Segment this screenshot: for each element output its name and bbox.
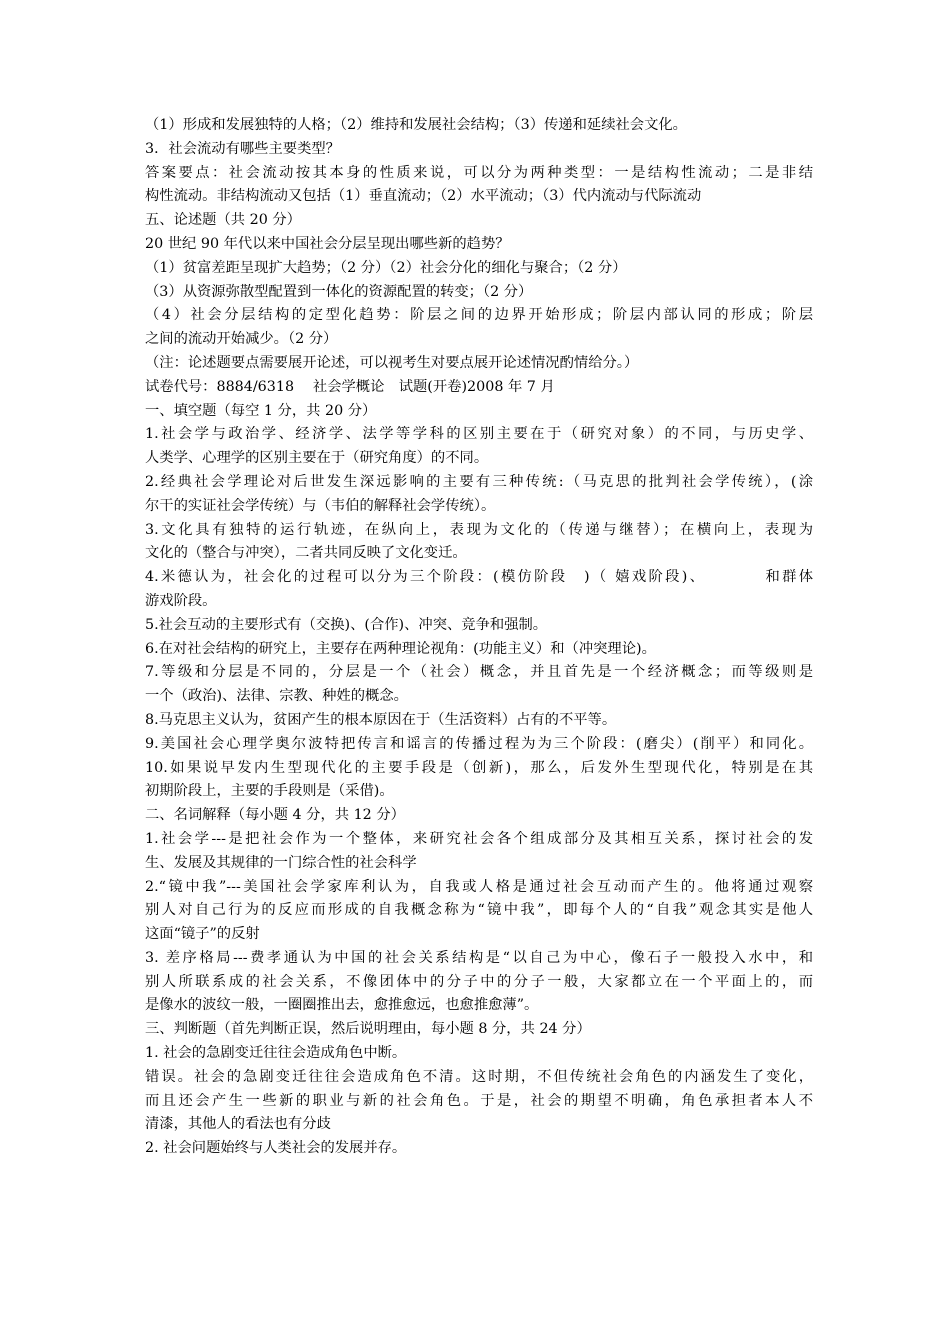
text-line: 2.“镜中我”---美国社会学家库利认为，自我或人格是通过社会互动而产生的。他将通过观察 [145,878,813,895]
text-line: 文化的（整合与冲突），二者共同反映了文化变迁。 [145,545,467,562]
text-line: 是像水的波纹一般，一圈圈推出去，愈推愈远，也愈推愈薄”。 [145,997,539,1014]
text-line: 8.马克思主义认为，贫困产生的根本原因在于（生活资料）占有的不平等。 [145,711,617,728]
text-line: 初期阶段上，主要的手段则是（采借)。 [145,783,394,800]
text-line: 3. 差序格局---费孝通认为中国的社会关系结构是“以自己为中心，像石子一般投入水中，和 [145,949,813,966]
text-line: 3.文化具有独特的运行轨迹，在纵向上，表现为文化的（传递与继替）；在横向上，表现为 [145,521,813,538]
text-line: 游戏阶段。 [145,592,217,609]
text-line: 6.在对社会结构的研究上，主要存在两种理论视角：(功能主义）和（冲突理论)。 [145,640,656,657]
text-line: 2. 社会问题始终与人类社会的发展并存。 [145,1140,407,1157]
text-line: 9.美国社会心理学奥尔波特把传言和谣言的传播过程为为三个阶段：(磨尖）(削平）和同化。 [145,735,813,752]
text-line: 5.社会互动的主要形式有（交换)、(合作)、冲突、竞争和强制。 [145,616,548,633]
text-line: 清漆，其他人的看法也有分歧 [145,1116,331,1133]
text-line: 3．社会流动有哪些主要类型？ [145,140,340,157]
text-line: （3）从资源弥散型配置到一体化的资源配置的转变；（2 分） [145,283,533,300]
text-line: 构性流动。非结构流动又包括（1）垂直流动；（2）水平流动；（3）代内流动与代际流动 [145,188,702,205]
text-line: 而且还会产生一些新的职业与新的社会角色。于是，社会的期望不明确，角色承担者本人不 [145,1092,813,1109]
text-line: （1）贫富差距呈现扩大趋势；（2 分）（2）社会分化的细化与聚合；（2 分） [145,259,627,276]
text-line: 二、名词解释（每小题 4 分，共 12 分） [145,807,405,824]
text-line: 试卷代号：8884/6318 社会学概论 试题(开卷)2008 年 7 月 [145,378,555,395]
text-line: 10.如果说早发内生型现代化的主要手段是（创新)，那么，后发外生型现代化，特别是在其 [145,759,813,776]
text-line: 三、判断题（首先判断正误，然后说明理由，每小题 8 分，共 24 分） [145,1021,591,1038]
text-line: 答案要点：社会流动按其本身的性质来说，可以分为两种类型：一是结构性流动；二是非结 [145,164,813,181]
text-line: 五、论述题（共 20 分） [145,212,301,229]
text-line: （1）形成和发展独特的人格；（2）维持和发展社会结构；（3）传递和延续社会文化。 [145,117,687,133]
text-line: 别人对自己行为的反应而形成的自我概念称为“镜中我”，即每个人的“自我”观念其实是他人 [145,902,813,919]
text-line: （4）社会分层结构的定型化趋势：阶层之间的边界开始形成；阶层内部认同的形成；阶层 [145,307,813,324]
document-page [145,114,813,1161]
text-line: 之间的流动开始减少。（2 分） [145,331,338,348]
text-line: 1.社会学---是把社会作为一个整体，来研究社会各个组成部分及其相互关系，探讨社会的发 [145,830,813,847]
text-line: 生、发展及其规律的一门综合性的社会科学 [145,854,417,871]
text-line: 4.米德认为，社会化的过程可以分为三个阶段：(模仿阶段 )（ 嬉戏阶段)、 和群体 [145,569,813,586]
text-line: （注：论述题要点需要展开论述，可以视考生对要点展开论述情况酌情给分。） [145,354,639,371]
text-line: 人类学、心理学的区别主要在于（研究角度）的不同。 [145,450,489,467]
text-line: 7.等级和分层是不同的，分层是一个（社会）概念，并且首先是一个经济概念；而等级则是 [145,664,813,681]
text-line: 这面“镜子”的反射 [145,926,260,943]
text-line: 别人所联系成的社会关系，不像团体中的分子中的分子一般，大家都立在一个平面上的，而 [145,973,813,990]
text-line: 尔干的实证社会学传统）与（韦伯的解释社会学传统）。 [145,497,496,514]
text-line: 20 世纪 90 年代以来中国社会分层呈现出哪些新的趋势？ [145,235,510,252]
text-line: 1.社会学与政治学、经济学、法学等学科的区别主要在于（研究对象）的不同，与历史学、 [145,426,813,443]
text-line: 2.经典社会学理论对后世发生深远影响的主要有三种传统:（马克思的批判社会学传统），(涂 [145,473,813,490]
text-line: 错误。社会的急剧变迁往往会造成角色不清。这时期，不但传统社会角色的内涵发生了变化， [145,1068,813,1085]
text-line: 一个（政治)、法律、宗教、种姓的概念。 [145,688,408,705]
text-line: 1. 社会的急剧变迁往往会造成角色中断。 [145,1045,407,1062]
text-line: 一、填空题（每空 1 分，共 20 分） [145,402,377,419]
